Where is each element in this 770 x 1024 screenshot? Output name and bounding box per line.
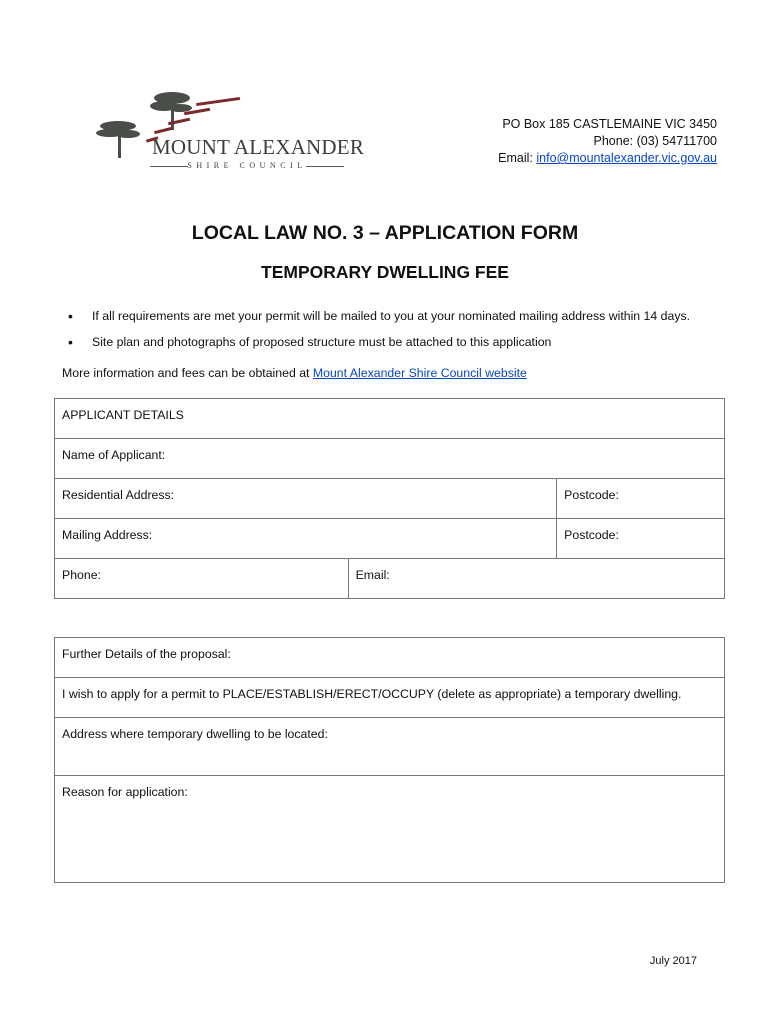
footer-date: July 2017 bbox=[649, 955, 697, 967]
proposal-details-table bbox=[54, 637, 725, 883]
applicant-details-table bbox=[54, 398, 725, 599]
email-field[interactable]: Email: bbox=[348, 559, 724, 599]
residential-postcode-field[interactable]: Postcode: bbox=[557, 479, 725, 519]
reason-field[interactable]: Reason for application: bbox=[55, 776, 725, 883]
permit-type-field[interactable]: I wish to apply for a permit to PLACE/ESTABLISH/ERECT/OCCUPY (delete as appropriate) a temporary dwelling. bbox=[55, 678, 725, 718]
phone-field[interactable]: Phone: bbox=[55, 559, 349, 599]
more-info bbox=[62, 366, 527, 380]
council-website-link[interactable]: Mount Alexander Shire Council website bbox=[312, 366, 527, 380]
form-subtitle: TEMPORARY DWELLING FEE bbox=[261, 262, 509, 282]
logo-subtitle: SHIRE COUNCIL bbox=[152, 161, 342, 170]
requirement-item: • If all requirements are met your permit will be mailed to you at your nominated mailing address within 14 days. bbox=[68, 306, 690, 332]
mailing-postcode-field[interactable]: Postcode: bbox=[557, 519, 725, 559]
email-line bbox=[498, 150, 717, 167]
phone-number: Phone: (03) 54711700 bbox=[593, 134, 717, 148]
requirement-item: • Site plan and photographs of proposed structure must be attached to this application bbox=[68, 332, 690, 358]
logo-name: MOUNT ALEXANDER bbox=[152, 135, 365, 159]
contact-block bbox=[498, 116, 717, 167]
applicant-heading: APPLICANT DETAILS bbox=[55, 399, 725, 439]
applicant-name-field[interactable]: Name of Applicant: bbox=[55, 439, 725, 479]
residential-address-field[interactable]: Residential Address: bbox=[55, 479, 557, 519]
proposal-heading: Further Details of the proposal: bbox=[55, 638, 725, 678]
form-title: LOCAL LAW NO. 3 – APPLICATION FORM bbox=[191, 222, 579, 244]
email-link[interactable]: info@mountalexander.vic.gov.au bbox=[536, 151, 717, 165]
email-label: Email: bbox=[498, 151, 533, 165]
more-info-text: More information and fees can be obtained at bbox=[62, 366, 310, 380]
dwelling-address-field[interactable]: Address where temporary dwelling to be located: bbox=[55, 718, 725, 776]
postal-address: PO Box 185 CASTLEMAINE VIC 3450 bbox=[502, 117, 717, 131]
requirements-list bbox=[68, 306, 690, 358]
mailing-address-field[interactable]: Mailing Address: bbox=[55, 519, 557, 559]
council-logo bbox=[92, 88, 365, 180]
